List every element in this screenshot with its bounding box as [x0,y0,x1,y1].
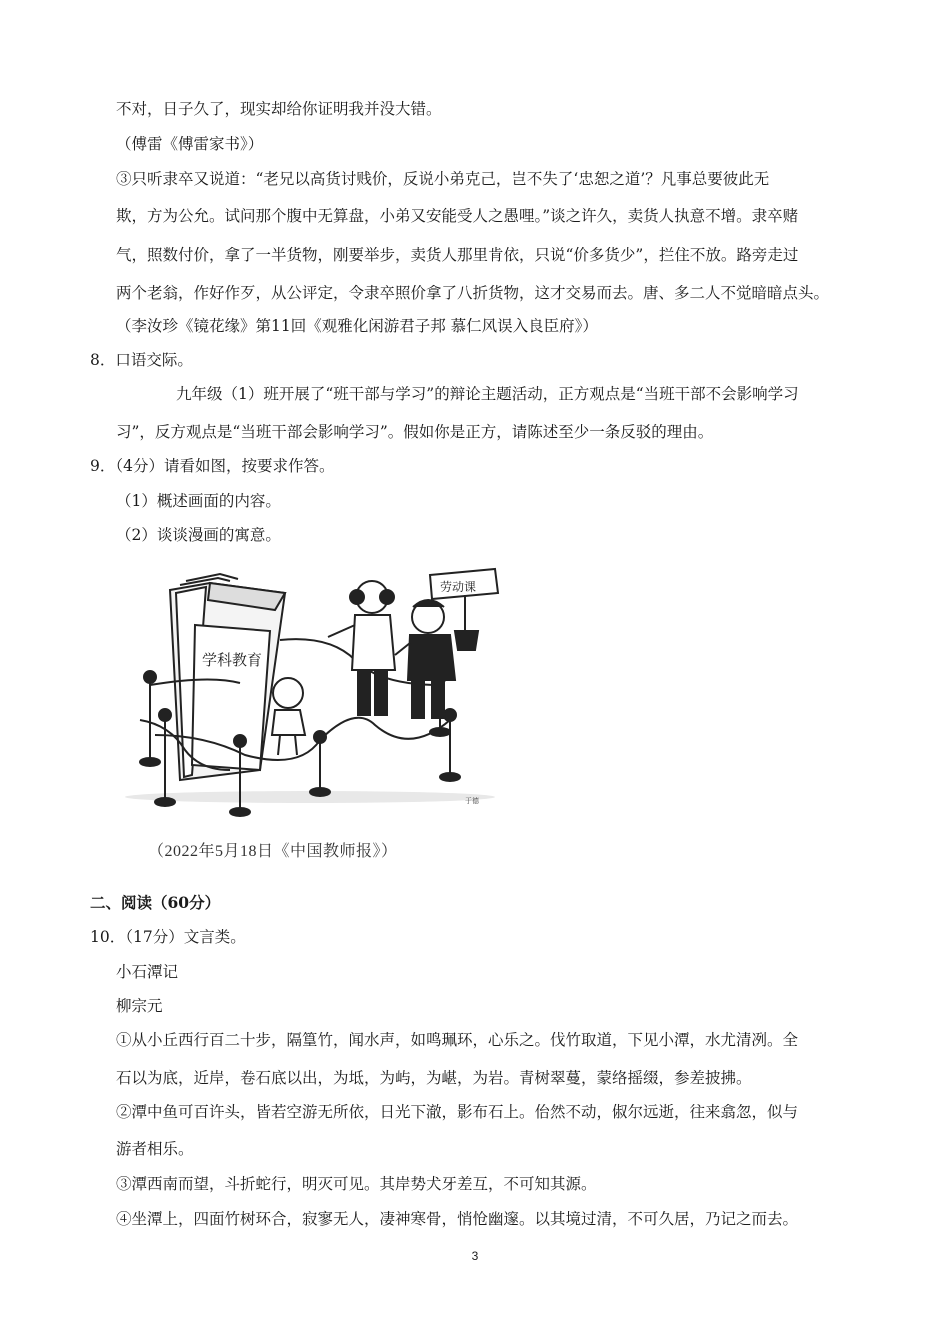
artist-signature: 于德 [465,797,479,805]
passage-line: ②潭中鱼可百许头，皆若空游无所依，日光下澈，影布石上。佁然不动，俶尔远逝，往来翕忽，似与 [116,1103,799,1121]
source-citation: （傅雷《傅雷家书》） [116,135,264,153]
adult-figure [395,600,455,718]
child-figure [272,678,305,755]
book-icon [170,574,285,780]
text-line: 不对，日子久了，现实却给你证明我并没大错。 [116,100,442,118]
page-number: 3 [471,1249,479,1263]
passage-line: ③潭西南而望，斗折蛇行，明灭可见。其岸势犬牙差互，不可知其源。 [116,1175,597,1193]
passage-line: ④坐潭上，四面竹树环合，寂寥无人，凄神寒骨，悄怆幽邃。以其境过清，不可久居，乃记之而去。 [116,1210,799,1228]
question-9-title: 9．（4分）请看如图，按要求作答。 [90,457,335,475]
passage-line: 石以为底，近岸，卷石底以出，为坻，为屿，为嵁，为岩。青树翠蔓，蒙络摇缀，参差披拂。 [116,1069,752,1087]
question-8-title: 8．口语交际。 [90,351,193,369]
text-line: ③只听隶卒又说道：“老兄以高货讨贱价，反说小弟克己，岂不失了‘忠恕之道’？凡事总要彼此无 [116,170,770,188]
question-9-sub-2: （2）谈谈漫画的寓意。 [116,526,281,544]
book-label: 学科教育 [202,651,263,669]
source-citation: （李汝珍《镜花缘》第11回《观雅化闲游君子邦 慕仁风误入良臣府》） [116,317,598,335]
passage-author: 柳宗元 [116,997,163,1015]
passage-line: ①从小丘西行百二十步，隔篁竹，闻水声，如鸣珮环，心乐之。伐竹取道，下见小潭，水尤清冽。全 [116,1031,799,1049]
question-8-body: 九年级（1）班开展了“班干部与学习”的辩论主题活动，正方观点是“当班干部不会影响学习 [176,385,799,403]
sign-label: 劳动课 [440,580,477,594]
question-8-body: 习”，反方观点是“当班干部会影响学习”。假如你是正方，请陈述至少一条反驳的理由。 [116,423,714,441]
section-heading: 二、阅读（60分） [90,893,221,912]
text-line: 两个老翁，作好作歹，从公评定，令隶卒照价拿了八折货物，这才交易而去。唐、多二人不觉暗暗点头。 [116,284,830,302]
passage-line: 游者相乐。 [116,1140,194,1158]
cartoon-caption: （2022年5月18日《中国教师报》） [148,843,398,860]
text-line: 气，照数付价，拿了一半货物，刚要举步，卖货人那里肯依，只说“价多货少”，拦住不放。路旁走过 [116,246,799,264]
cartoon-illustration [110,565,510,825]
text-line: 欺，方为公允。试问那个腹中无算盘，小弟又安能受人之愚哩。”谈之许久，卖货人执意不增。隶卒赌 [116,207,799,225]
passage-title: 小石潭记 [116,963,179,981]
question-10-title: 10．（17分）文言类。 [90,928,246,946]
question-9-sub-1: （1）概述画面的内容。 [116,492,281,510]
